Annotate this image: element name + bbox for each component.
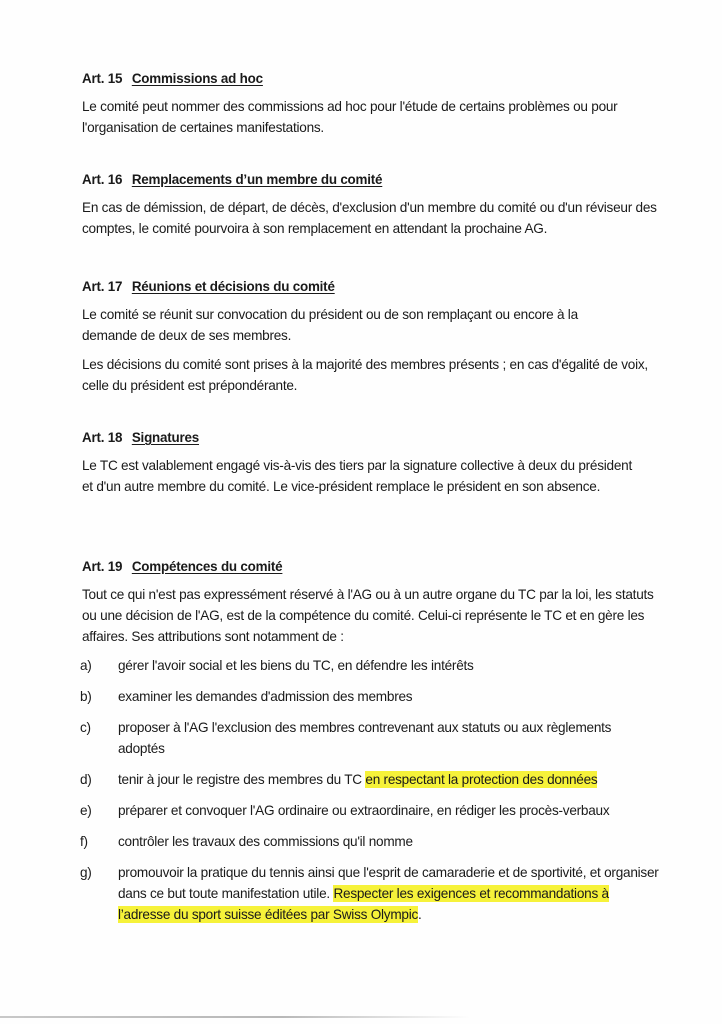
list-item-text: contrôler les travaux des commissions qu'il nomme [118,834,413,849]
article-heading [82,278,682,296]
list-item [82,686,682,707]
list-item [82,655,682,676]
scan-edge-line [0,1016,470,1018]
article-title: Réunions et décisions du comité [131,279,335,294]
article-heading [82,70,682,88]
article-title: Compétences du comité [131,559,283,574]
article-number: Art. 17 [82,279,123,294]
article-number: Art. 19 [82,559,123,574]
article-16 [82,171,682,247]
article-18 [82,429,682,505]
list-item [82,800,682,821]
article-paragraph: En cas de démission, de départ, de décès, d'exclusion d'un membre du comité ou d'un réviseur des comptes, le comité pourvoira à son remplacement en attendant la prochaine AG. [82,200,657,236]
list-item [82,717,658,759]
list-item-text: tenir à jour le registre des membres du TC [118,772,366,787]
article-paragraph: Le TC est valablement engagé vis-à-vis des tiers par la signature collective à deux du président et d'un autre membre du comité. Le vice-président remplace le président en son absence. [82,458,633,494]
article-paragraph: Tout ce qui n'est pas expressément réservé à l'AG ou à un autre organe du TC par la loi, les statuts ou une décision de l'AG, est de la compétence du comité. Celui-ci représente le TC et en gère les affaires. Ses attributions sont notamment de : [82,587,654,644]
article-17 [82,278,682,404]
highlighted-text: Respecter les exigences et recommandations à l’adresse du sport suisse éditées par Swiss Olympic [118,886,609,922]
article-heading [82,171,682,189]
article-heading [82,558,682,576]
list-item-text: examiner les demandes d'admission des membres [118,689,413,704]
list-marker: f) [80,834,88,849]
list-item-text: promouvoir la pratique du tennis ainsi que l'esprit de camaraderie et de sportivité, et organiser dans ce but toute manifestation utile. [118,865,659,901]
article-paragraph: Les décisions du comité sont prises à la majorité des membres présents ; en cas d'égalité de voix, celle du président est prépondérante. [82,357,648,393]
list-marker: a) [80,658,92,673]
list-item-text: proposer à l'AG l'exclusion des membres contrevenant aux statuts ou aux règlements adoptés [118,720,612,756]
list-item-text: préparer et convoquer l'AG ordinaire ou extraordinaire, en rédiger les procès-verbaux [118,803,610,818]
article-number: Art. 16 [82,172,123,187]
list-item [82,831,682,852]
list-marker: e) [80,803,92,818]
list-item-text: gérer l'avoir social et les biens du TC, en défendre les intérêts [118,658,474,673]
list-marker: c) [80,720,91,735]
attributions-list [82,655,682,925]
highlighted-text: en respectant la protection des données [365,772,598,787]
list-item-text-end: . [418,907,422,922]
list-marker: d) [80,772,92,787]
article-number: Art. 18 [82,430,123,445]
article-paragraph: Le comité se réunit sur convocation du président ou de son remplaçant ou encore à la demande de deux de ses membres. [82,307,578,343]
list-marker: g) [80,865,92,880]
list-item [82,769,682,790]
article-number: Art. 15 [82,71,123,86]
article-15 [82,70,682,146]
article-heading [82,429,682,447]
article-title: Remplacements d’un membre du comité [131,172,383,187]
article-title: Signatures [131,430,200,445]
article-title: Commissions ad hoc [131,71,263,86]
list-marker: b) [80,689,92,704]
article-19 [82,558,682,935]
article-paragraph: Le comité peut nommer des commissions ad hoc pour l'étude de certains problèmes ou pour l'organisation de certaines manifestations. [82,99,618,135]
list-item [82,862,663,925]
